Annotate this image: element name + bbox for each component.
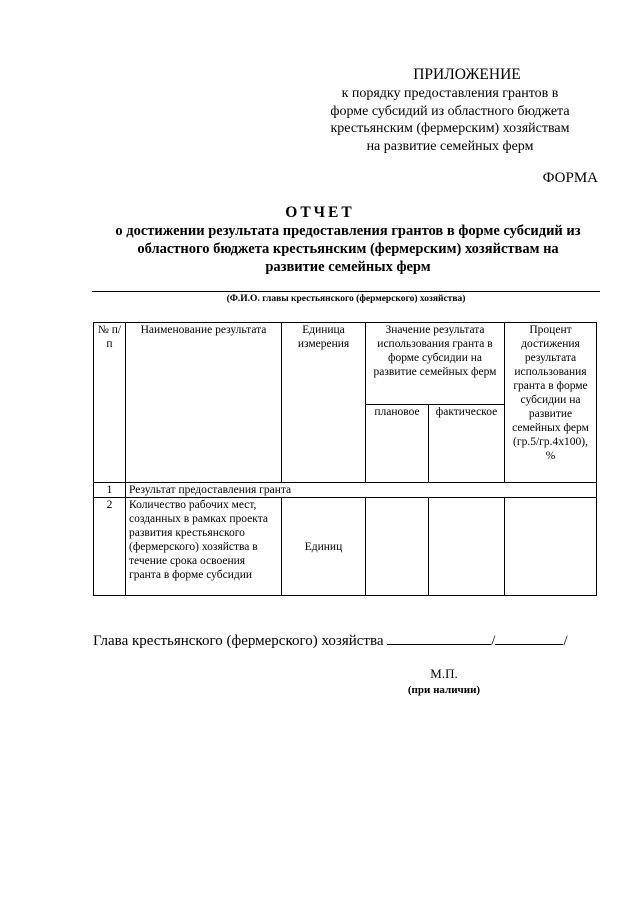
signature-blank[interactable] — [387, 643, 491, 645]
header-name: Наименование результата — [126, 323, 282, 483]
header-planned: плановое — [366, 405, 429, 483]
row-name: Количество рабочих мест, созданных в рамках проекта развития крестьянского (фермерского) хозяйства в течение срока освоения гранта в форме субсидии — [126, 498, 282, 596]
row-actual[interactable] — [429, 498, 505, 596]
report-title: ОТЧЕТ — [285, 204, 355, 221]
subtitle-line: развитие семейных ферм — [265, 259, 431, 275]
row-num: 1 — [94, 483, 126, 498]
name-blank[interactable] — [495, 643, 563, 645]
row-section-title: Результат предоставления гранта — [126, 483, 597, 498]
appendix-line: форме субсидий из областного бюджета — [330, 103, 570, 119]
appendix-block — [300, 66, 600, 155]
row-planned[interactable] — [366, 498, 429, 596]
signature-label: Глава крестьянского (фермерского) хозяйства — [93, 633, 384, 649]
table-header-row — [94, 323, 597, 405]
stamp-note: (при наличии) — [407, 684, 481, 696]
report-subtitle — [92, 222, 604, 276]
row-num: 2 — [94, 498, 126, 596]
appendix-line: на развитие семейных ферм — [366, 138, 534, 154]
signature-separator: / — [563, 633, 568, 649]
stamp-place — [404, 665, 484, 699]
subtitle-line: областного бюджета крестьянским (фермерским) хозяйствам на — [137, 241, 559, 257]
header-unit: Единица измерения — [282, 323, 366, 483]
header-num: № п/п — [94, 323, 126, 483]
signature-separator: / — [491, 633, 496, 649]
stamp-label: М.П. — [430, 666, 458, 681]
row-unit: Единиц — [282, 498, 366, 596]
subtitle-line: о достижении результата предоставления грантов в форме субсидий из — [115, 223, 581, 239]
appendix-line: к порядку предоставления грантов в — [341, 86, 559, 101]
form-label: ФОРМА — [542, 170, 598, 186]
row-percent[interactable] — [505, 498, 597, 596]
table-row — [94, 483, 597, 498]
header-actual: фактическое — [429, 405, 505, 483]
header-value: Значение результата использования гранта в форме субсидии на развитие семейных ферм — [366, 323, 505, 405]
fio-caption: (Ф.И.О. главы крестьянского (фермерского) хозяйства) — [226, 294, 466, 304]
report-table — [93, 322, 597, 596]
appendix-line: крестьянским (фермерским) хозяйствам — [330, 121, 570, 136]
fio-underline[interactable] — [92, 291, 600, 292]
appendix-title: ПРИЛОЖЕНИЕ — [413, 66, 521, 83]
header-percent: Процент достижения результата использования гранта в форме субсидии на развитие семейных ферм (гр.5/гр.4х100), % — [505, 323, 597, 483]
signature-line — [93, 633, 568, 650]
table-row — [94, 498, 597, 596]
